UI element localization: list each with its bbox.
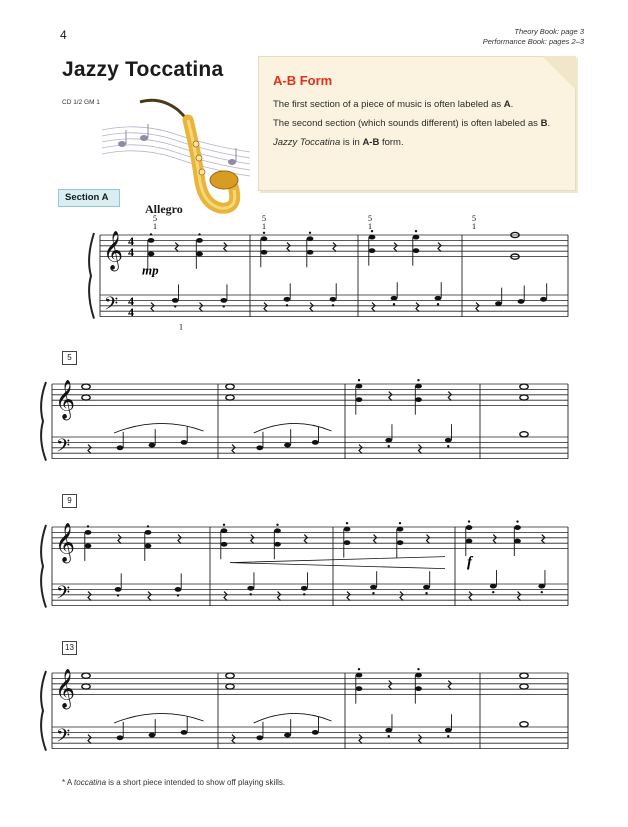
quarter-note xyxy=(312,440,319,445)
quarter-rest xyxy=(251,535,254,544)
staccato-dot xyxy=(415,230,417,232)
staccato-dot xyxy=(223,305,225,307)
quarter-rest xyxy=(88,445,91,454)
quarter-note xyxy=(490,584,497,589)
quarter-rest xyxy=(400,592,403,601)
quarter-rest xyxy=(347,592,350,601)
quarter-rest xyxy=(118,535,121,544)
quarter-note xyxy=(284,733,291,738)
quarter-note xyxy=(423,585,430,590)
whole-note xyxy=(82,395,90,400)
quarter-note xyxy=(413,235,420,240)
quarter-rest xyxy=(178,535,181,544)
staccato-dot xyxy=(286,304,288,306)
quarter-note xyxy=(356,686,363,691)
quarter-note xyxy=(514,525,521,530)
quarter-note xyxy=(149,443,156,448)
quarter-rest xyxy=(151,303,154,312)
quarter-note xyxy=(445,438,452,443)
brace xyxy=(41,671,46,751)
staccato-dot xyxy=(177,594,179,596)
staccato-dot xyxy=(263,232,265,234)
quarter-rest xyxy=(175,243,178,252)
time-signature-top: 4 xyxy=(128,293,134,308)
staccato-dot xyxy=(332,304,334,306)
quarter-note xyxy=(85,544,92,549)
staccato-dot xyxy=(250,593,252,595)
fingering-bass-1: 1 xyxy=(179,322,183,332)
dynamic-f: f xyxy=(467,554,472,571)
whole-note xyxy=(226,384,234,389)
quarter-rest xyxy=(493,535,496,544)
staccato-dot xyxy=(447,445,449,447)
quarter-rest xyxy=(469,592,472,601)
staccato-dot xyxy=(198,233,200,235)
quarter-note xyxy=(261,250,268,255)
quarter-note xyxy=(149,733,156,738)
brace xyxy=(41,382,46,461)
quarter-note xyxy=(370,585,377,590)
quarter-rest xyxy=(374,535,377,544)
quarter-note xyxy=(256,445,263,450)
quarter-note xyxy=(307,236,314,241)
quarter-note xyxy=(466,525,473,530)
quarter-note xyxy=(495,301,502,306)
treble-clef: 𝄞 xyxy=(103,230,124,271)
quarter-note xyxy=(330,297,337,302)
brace xyxy=(41,525,46,608)
fingering-1: 1 xyxy=(262,222,266,231)
section-a-badge: Section A xyxy=(58,189,120,207)
staccato-dot xyxy=(393,303,395,305)
quarter-note xyxy=(514,539,521,544)
staccato-dot xyxy=(372,592,374,594)
quarter-note xyxy=(415,673,422,678)
quarter-rest xyxy=(232,445,235,454)
treble-clef: 𝄞 xyxy=(55,522,76,563)
quarter-rest xyxy=(148,592,151,601)
whole-note xyxy=(520,722,528,727)
staccato-dot xyxy=(147,525,149,527)
staccato-dot xyxy=(388,735,390,737)
brace xyxy=(89,233,94,319)
quarter-rest xyxy=(389,392,392,401)
quarter-note xyxy=(415,397,422,402)
quarter-rest xyxy=(333,243,336,252)
quarter-note xyxy=(261,236,268,241)
staccato-dot xyxy=(516,520,518,522)
info-line-form-statement: Jazzy Toccatina is in A-B form. xyxy=(273,137,404,148)
time-signature-bottom: 4 xyxy=(128,245,134,260)
quarter-note xyxy=(301,586,308,591)
quarter-note xyxy=(391,296,398,301)
fingering-5: 5 xyxy=(368,214,372,223)
quarter-note xyxy=(256,735,263,740)
quarter-note xyxy=(385,438,392,443)
quarter-note xyxy=(247,586,254,591)
quarter-note xyxy=(181,730,188,735)
quarter-note xyxy=(220,298,227,303)
measure-number-5: 5 xyxy=(62,351,77,365)
quarter-rest xyxy=(416,303,419,312)
quarter-rest xyxy=(287,243,290,252)
quarter-note xyxy=(413,248,420,253)
quarter-note xyxy=(117,735,124,740)
quarter-note xyxy=(435,296,442,301)
quarter-note xyxy=(397,527,404,532)
page-number: 4 xyxy=(60,28,67,42)
quarter-note xyxy=(356,384,363,389)
bass-clef: 𝄢 xyxy=(56,583,71,609)
info-line-second-section: The second section (which sounds different) is often labeled as B. xyxy=(273,118,551,129)
quarter-rest xyxy=(372,303,375,312)
quarter-note xyxy=(145,530,152,535)
slur xyxy=(114,423,204,433)
quarter-rest xyxy=(518,592,521,601)
quarter-note xyxy=(284,297,291,302)
dynamic-mp: mp xyxy=(142,262,159,278)
fingering-1: 1 xyxy=(472,222,476,231)
staccato-dot xyxy=(309,232,311,234)
whole-note xyxy=(82,684,90,689)
staccato-dot xyxy=(276,524,278,526)
performance-book-ref: Performance Book: pages 2–3 xyxy=(482,37,584,46)
staccato-dot xyxy=(174,305,176,307)
quarter-note xyxy=(117,445,124,450)
staccato-dot xyxy=(417,379,419,381)
quarter-rest xyxy=(438,243,441,252)
time-signature-top: 4 xyxy=(128,233,134,248)
measure-number-13: 13 xyxy=(62,641,77,655)
quarter-note xyxy=(369,248,376,253)
quarter-note xyxy=(344,527,351,532)
fingering-5: 5 xyxy=(262,214,266,223)
whole-note xyxy=(82,673,90,678)
system-4 xyxy=(41,668,568,751)
whole-note xyxy=(520,684,528,689)
staccato-dot xyxy=(303,593,305,595)
quarter-note xyxy=(115,587,122,592)
slur xyxy=(254,713,332,723)
fingering-1: 1 xyxy=(368,222,372,231)
tempo-marking: Allegro xyxy=(145,202,183,216)
quarter-rest xyxy=(88,735,91,744)
staccato-dot xyxy=(346,522,348,524)
quarter-rest xyxy=(232,735,235,744)
measure-number-9: 9 xyxy=(62,494,77,508)
quarter-note xyxy=(397,540,404,545)
staccato-dot xyxy=(417,668,419,670)
quarter-note xyxy=(356,673,363,678)
whole-note xyxy=(520,395,528,400)
staccato-dot xyxy=(223,524,225,526)
system-2 xyxy=(41,379,568,461)
quarter-rest xyxy=(278,592,281,601)
quarter-rest xyxy=(394,243,397,252)
staccato-dot xyxy=(117,594,119,596)
fingering-5: 5 xyxy=(153,214,157,223)
info-box-heading: A-B Form xyxy=(273,73,333,88)
whole-note xyxy=(520,673,528,678)
quarter-note xyxy=(85,530,92,535)
quarter-rest xyxy=(310,303,313,312)
footnote: * A toccatina is a short piece intended to show off playing skills. xyxy=(62,778,286,787)
whole-note xyxy=(520,432,528,437)
staccato-dot xyxy=(399,522,401,524)
quarter-note xyxy=(196,238,203,243)
bass-clef: 𝄢 xyxy=(56,436,71,462)
quarter-note xyxy=(175,587,182,592)
quarter-rest xyxy=(200,303,203,312)
system-3 xyxy=(41,520,568,608)
quarter-note xyxy=(284,443,291,448)
quarter-note xyxy=(369,235,376,240)
quarter-note xyxy=(344,540,351,545)
quarter-rest xyxy=(419,735,422,744)
quarter-rest xyxy=(224,592,227,601)
quarter-note xyxy=(148,238,155,243)
quarter-note xyxy=(415,384,422,389)
staccato-dot xyxy=(87,525,89,527)
system-1 xyxy=(89,214,568,332)
quarter-note xyxy=(415,686,422,691)
quarter-note xyxy=(274,542,281,547)
quarter-note xyxy=(181,440,188,445)
quarter-rest xyxy=(448,681,451,690)
quarter-note xyxy=(540,297,547,302)
quarter-note xyxy=(466,539,473,544)
fingering-5: 5 xyxy=(472,214,476,223)
staccato-dot xyxy=(437,303,439,305)
staccato-dot xyxy=(150,233,152,235)
quarter-note xyxy=(221,542,228,547)
slur xyxy=(254,423,332,433)
quarter-rest xyxy=(88,592,91,601)
bass-clef: 𝄢 xyxy=(104,294,119,320)
quarter-note xyxy=(518,299,525,304)
quarter-note xyxy=(274,528,281,533)
quarter-rest xyxy=(359,735,362,744)
staccato-dot xyxy=(468,520,470,522)
staccato-dot xyxy=(388,445,390,447)
staccato-dot xyxy=(492,591,494,593)
quarter-note xyxy=(307,250,314,255)
quarter-rest xyxy=(427,535,430,544)
quarter-note xyxy=(196,252,203,257)
staccato-dot xyxy=(358,668,360,670)
whole-note xyxy=(226,395,234,400)
quarter-note xyxy=(312,730,319,735)
staccato-dot xyxy=(541,591,543,593)
bass-clef: 𝄢 xyxy=(56,726,71,752)
quarter-rest xyxy=(264,303,267,312)
piece-title: Jazzy Toccatina xyxy=(62,58,224,81)
slur xyxy=(114,713,204,723)
quarter-rest xyxy=(304,535,307,544)
staccato-dot xyxy=(447,735,449,737)
quarter-rest xyxy=(224,243,227,252)
time-signature-bottom: 4 xyxy=(128,305,134,320)
treble-clef: 𝄞 xyxy=(55,379,76,420)
quarter-note xyxy=(538,584,545,589)
whole-note xyxy=(226,673,234,678)
treble-clef: 𝄞 xyxy=(55,668,76,709)
staccato-dot xyxy=(425,592,427,594)
staccato-dot xyxy=(358,379,360,381)
quarter-rest xyxy=(419,445,422,454)
quarter-note xyxy=(221,528,228,533)
quarter-note xyxy=(385,728,392,733)
crescendo-hairpin xyxy=(230,557,445,569)
theory-book-ref: Theory Book: page 3 xyxy=(514,27,584,36)
quarter-note xyxy=(172,298,179,303)
quarter-rest xyxy=(389,681,392,690)
audio-track-info: CD 1/2 GM 1 xyxy=(62,99,100,106)
quarter-note xyxy=(445,728,452,733)
whole-note xyxy=(226,684,234,689)
quarter-rest xyxy=(448,392,451,401)
quarter-rest xyxy=(476,303,479,312)
quarter-note xyxy=(148,252,155,257)
quarter-rest xyxy=(542,535,545,544)
quarter-note xyxy=(356,397,363,402)
whole-note xyxy=(520,384,528,389)
fingering-1: 1 xyxy=(153,222,157,231)
whole-note xyxy=(82,384,90,389)
quarter-rest xyxy=(359,445,362,454)
quarter-note xyxy=(145,544,152,549)
info-line-first-section: The first section of a piece of music is often labeled as A. xyxy=(273,99,514,110)
